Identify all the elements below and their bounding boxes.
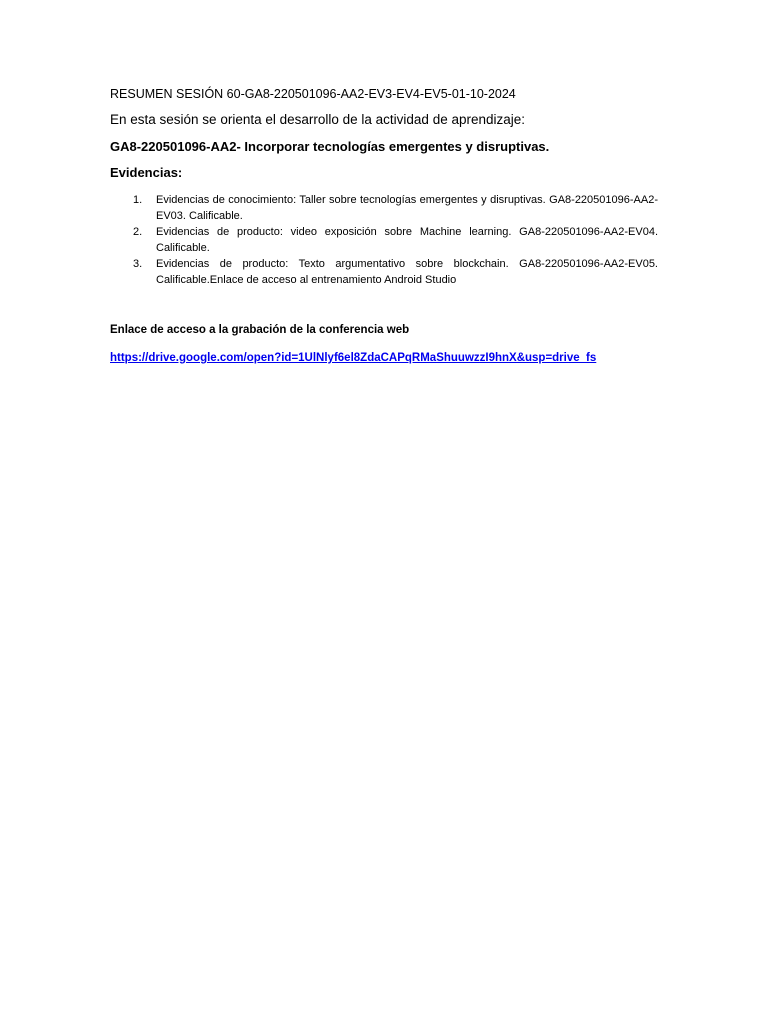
list-item-number: 2. (133, 226, 143, 238)
list-item-text: Evidencias de producto: Texto argumentativo sobre blockchain. GA8-220501096-AA2-EV05. Calificable.Enlace de acceso al entrenamiento Android Studio (156, 258, 658, 286)
evidences-list (110, 192, 658, 288)
recording-link[interactable]: https://drive.google.com/open?id=1UlNlyf6el8ZdaCAPqRMaShuuwzzI9hnX&usp=drive_fs (110, 352, 597, 364)
list-item-number: 3. (133, 258, 143, 270)
document-title: RESUMEN SESIÓN 60-GA8-220501096-AA2-EV3-EV4-EV5-01-10-2024 (110, 87, 516, 101)
recording-link-heading: Enlace de acceso a la grabación de la conferencia web (110, 324, 410, 336)
list-item (110, 256, 658, 288)
list-item-text: Evidencias de producto: video exposición sobre Machine learning. GA8-220501096-AA2-EV04. Calificable. (156, 226, 658, 254)
evidences-heading: Evidencias: (110, 165, 183, 180)
document-content (110, 86, 658, 366)
list-item-number: 1. (133, 194, 143, 206)
list-item-text: Evidencias de conocimiento: Taller sobre tecnologías emergentes y disruptivas. GA8-220501096-AA2-EV03. Calificable. (156, 194, 658, 222)
intro-text: En esta sesión se orienta el desarrollo de la actividad de aprendizaje: (110, 112, 526, 127)
list-item (110, 192, 658, 224)
spacer (110, 288, 658, 322)
activity-title: GA8-220501096-AA2- Incorporar tecnologías emergentes y disruptivas. (110, 139, 550, 154)
list-item (110, 224, 658, 256)
